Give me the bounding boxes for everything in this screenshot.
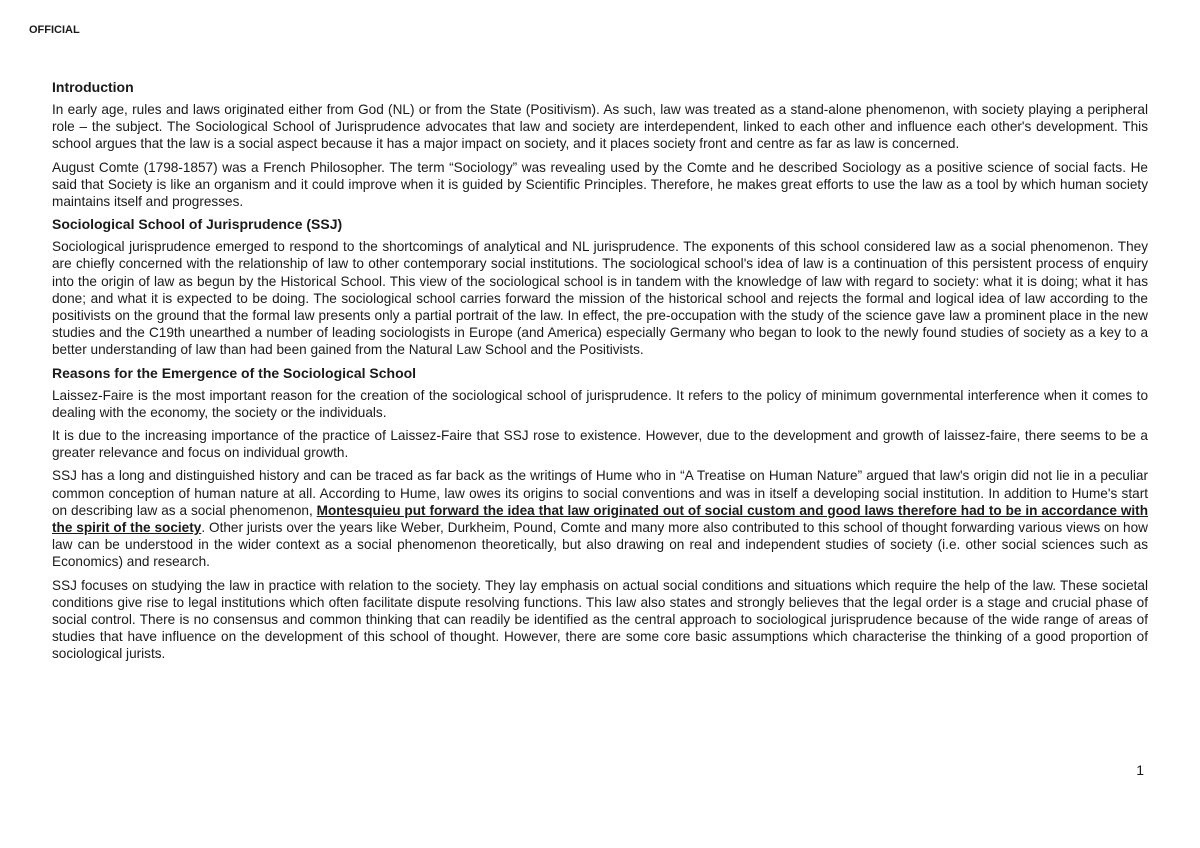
reasons-paragraph-1: Laissez-Faire is the most important reason for the creation of the sociological school of jurisprudence. It refers to the policy of minimum governmental interference when it comes to dealing with the economy, the society or the individuals. bbox=[52, 387, 1148, 420]
section-heading-ssj: Sociological School of Jurisprudence (SSJ) bbox=[52, 216, 343, 233]
ssj-paragraph-1: Sociological jurisprudence emerged to respond to the shortcomings of analytical and NL jurisprudence. The exponents of this school considered law as a social phenomenon. They are chiefly concerned with the relationship of law to other contemporary social institutions. The sociological school's idea of law is a continuation of this persistent process of enquiry into the origin of law as begun by the Historical School. This view of the sociological school is in tandem with the knowledge of law with regard to society: what it is doing; what it has done; and what it is expected to be doing. The sociological school carries forward the mission of the historical school and rejects the formal and logical idea of law according to the positivists on the ground that the formal law presents only a partial portrait of the law. In effect, the pre-occupation with the study of the science gave law a prominent place in the new studies and the C19th unearthed a number of leading sociologists in Europe (and America) especially Germany who began to look to the newly found studies of society as a key to a better understanding of law than had been gained from the Natural Law School and the Positivists. bbox=[52, 239, 1148, 358]
reasons-paragraph-4: SSJ focuses on studying the law in practice with relation to the society. They lay emphasis on actual social conditions and situations which require the help of the law. These societal conditions give rise to legal institutions which often facilitate dispute resolving functions. This law also states and strongly believes that the legal order is a stage and crucial phase of social control. There is no consensus and common thinking that can readily be identified as the central approach to sociological jurisprudence because of the wide range of areas of studies that have influence on the development of this school of thought. However, there are some core basic assumptions which characterise the thinking of a good proportion of sociological jurists. bbox=[52, 577, 1148, 662]
page-number: 1 bbox=[1136, 762, 1144, 778]
reasons-paragraph-3-end: . Other jurists over the years like Weber, Durkheim, Pound, Comte and many more also contributed to this school of thought forwarding various views on how law can be understood in the wider context as a social phenomenon theoretically, but also drawing on real and independent studies of society (i.e. other social sciences such as Economics) and research. bbox=[52, 520, 1148, 570]
reasons-paragraph-2: It is due to the increasing importance of the practice of Laissez-Faire that SSJ rose to existence. However, due to the development and growth of laissez-faire, there seems to be a greater relevance and focus on individual growth. bbox=[52, 428, 1148, 461]
reasons-paragraph-3 bbox=[52, 467, 1148, 570]
classification-label: OFFICIAL bbox=[29, 24, 80, 36]
section-heading-introduction: Introduction bbox=[52, 79, 134, 95]
intro-paragraph-1: In early age, rules and laws originated either from God (NL) or from the State (Positivism). As such, law was treated as a stand-alone phenomenon, with society playing a peripheral role – the subject. The Sociological School of Jurisprudence advocates that law and society are interdependent, linked to each other and influence each other's development. This school argues that the law is a social aspect because it has a major impact on society, and it places society front and centre as far as law is concerned. bbox=[52, 102, 1148, 152]
reasons-paragraph-3-start: SSJ has a long and distinguished history and can be traced as far back as the writings of Hume who in “A Treatise on Human Nature” argued that law's origin did not lie in a peculiar common conception of human nature at all. According to Hume, law owes its origins to social conventions and was in itself a developing social institution. In addition to Hume's start on describing law as a social phenomenon, bbox=[52, 468, 1148, 518]
intro-paragraph-2: August Comte (1798-1857) was a French Philosopher. The term “Sociology” was revealing used by the Comte and he described Sociology as a positive science of social facts. He said that Society is like an organism and it could improve when it is guided by Scientific Principles. Therefore, he makes great efforts to use the law as a tool by which human society maintains itself and progresses. bbox=[52, 159, 1148, 210]
section-heading-reasons: Reasons for the Emergence of the Sociological School bbox=[52, 364, 417, 381]
document-body bbox=[52, 79, 1148, 669]
montesquieu-emphasis: Montesquieu put forward the idea that law originated out of social custom and good laws therefore had to be in accordance with the spirit of the society bbox=[52, 502, 1148, 536]
